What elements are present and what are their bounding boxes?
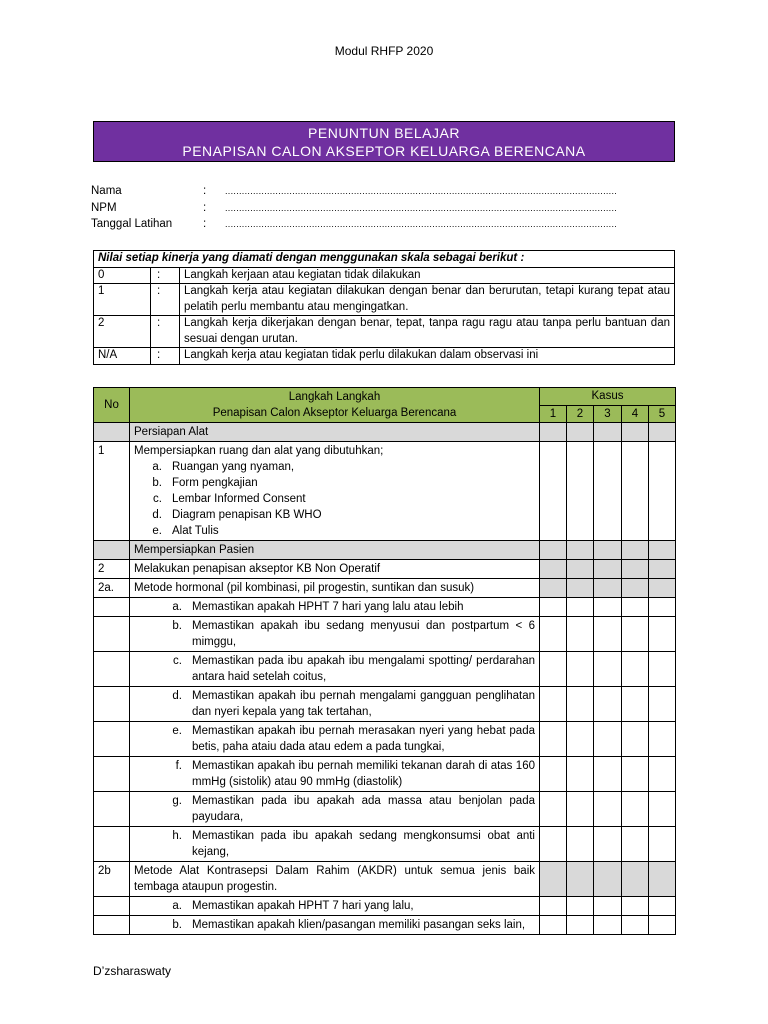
item-letter: f. <box>175 760 182 772</box>
item-letter: c. <box>153 493 162 505</box>
item-letter: e. <box>172 725 182 737</box>
date-label: Tanggal Latihan <box>91 218 173 230</box>
score-cell[interactable] <box>567 617 594 652</box>
scale-row <box>94 348 675 365</box>
score-cell[interactable] <box>567 442 594 541</box>
score-cell[interactable] <box>649 757 676 792</box>
score-cell[interactable] <box>594 722 622 757</box>
score-cell[interactable] <box>649 916 676 935</box>
scale-colon: : <box>151 316 180 348</box>
score-cell[interactable] <box>567 598 594 617</box>
scale-row <box>94 267 675 284</box>
name-field[interactable]: ............................................................................................................................................ <box>225 186 618 196</box>
score-cell[interactable] <box>594 757 622 792</box>
scale-desc: Langkah kerja atau kegiatan tidak perlu dilakukan dalam observasi ini <box>180 348 675 365</box>
kasus-4: 4 <box>622 405 649 423</box>
table-row <box>94 579 676 598</box>
score-cell[interactable] <box>649 792 676 827</box>
score-cell[interactable] <box>540 757 567 792</box>
score-cell[interactable] <box>622 722 649 757</box>
title-banner <box>93 121 675 162</box>
scale-row <box>94 316 675 348</box>
score-cell[interactable] <box>567 897 594 916</box>
score-cell[interactable] <box>540 916 567 935</box>
score-cell[interactable] <box>649 722 676 757</box>
table-row <box>94 792 676 827</box>
score-cell[interactable] <box>567 827 594 862</box>
scale-score: N/A <box>94 348 151 365</box>
item-letter: b. <box>172 919 182 931</box>
item-text: Memastikan apakah ibu pernah memiliki tekanan darah di atas 160 mmHg (sistolik) atau 90 mmHg (diastolik) <box>192 760 535 788</box>
npm-field[interactable]: ............................................................................................................................................ <box>225 202 618 213</box>
item-text: Diagram penapisan KB WHO <box>172 509 322 521</box>
colon: : <box>203 185 207 197</box>
identity-fields <box>91 183 651 233</box>
name-field-row <box>91 183 651 200</box>
score-cell[interactable] <box>594 598 622 617</box>
table-row <box>94 862 676 897</box>
scale-heading: Nilai setiap kinerja yang diamati dengan menggunakan skala sebagai berikut : <box>94 251 675 268</box>
score-cell[interactable] <box>622 442 649 541</box>
score-cell[interactable] <box>540 598 567 617</box>
section-persiapan-alat: Persiapan Alat <box>130 423 540 442</box>
table-row <box>94 916 676 935</box>
colon: : <box>203 218 207 230</box>
kasus-1: 1 <box>540 405 567 423</box>
score-cell[interactable] <box>622 617 649 652</box>
scale-colon: : <box>151 348 180 365</box>
date-field-row <box>91 216 651 233</box>
score-cell[interactable] <box>594 792 622 827</box>
item-text: Lembar Informed Consent <box>172 493 306 505</box>
date-field[interactable]: ............................................................................................................................................ <box>225 219 618 229</box>
section-row <box>94 541 676 560</box>
score-cell[interactable] <box>567 916 594 935</box>
score-cell[interactable] <box>649 827 676 862</box>
row-no: 2 <box>94 560 130 579</box>
scale-row <box>94 284 675 316</box>
banner-subtitle: PENAPISAN CALON AKSEPTOR KELUARGA BERENCANA <box>182 143 586 159</box>
item-letter: e. <box>152 525 162 537</box>
score-cell[interactable] <box>540 652 567 687</box>
row-no: 2b <box>94 862 130 897</box>
score-cell[interactable] <box>622 916 649 935</box>
item-letter: a. <box>172 601 182 613</box>
item-letter: h. <box>172 830 182 842</box>
score-cell[interactable] <box>594 652 622 687</box>
score-cell[interactable] <box>622 792 649 827</box>
score-cell[interactable] <box>594 827 622 862</box>
score-cell[interactable] <box>594 687 622 722</box>
scale-score: 1 <box>94 284 151 316</box>
item-text: Alat Tulis <box>172 525 219 537</box>
score-cell[interactable] <box>567 652 594 687</box>
scale-desc: Langkah kerja atau kegiatan dilakukan dengan benar dan berurutan, tetapi kurang tepat atau pelatih perlu membantu atau mengingatkan. <box>180 284 675 316</box>
item-text: Memastikan apakah ibu pernah merasakan nyeri yang hebat pada betis, paha ataiu dada atau edem a pada tungkai, <box>192 725 535 753</box>
score-cell[interactable] <box>649 442 676 541</box>
score-cell[interactable] <box>567 687 594 722</box>
item-letter: c. <box>173 655 182 667</box>
scale-desc: Langkah kerjaan atau kegiatan tidak dilakukan <box>180 267 675 284</box>
score-cell[interactable] <box>649 897 676 916</box>
col-steps-title: Langkah Langkah <box>288 391 381 403</box>
row-no: 1 <box>94 442 130 541</box>
item-text: Memastikan pada ibu apakah ibu mengalami spotting/ perdarahan antara haid setelah coitus, <box>192 655 535 683</box>
item-text: Memastikan apakah HPHT 7 hari yang lalu, <box>192 900 414 912</box>
table-row <box>94 687 676 722</box>
score-cell[interactable] <box>622 827 649 862</box>
scale-colon: : <box>151 284 180 316</box>
item-letter: a. <box>172 900 182 912</box>
col-kasus: Kasus <box>540 388 676 406</box>
score-cell[interactable] <box>622 757 649 792</box>
score-cell[interactable] <box>622 598 649 617</box>
item-text: Memastikan pada ibu apakah sedang mengkonsumsi obat anti kejang, <box>192 830 535 858</box>
item-letter: d. <box>152 509 162 521</box>
table-row <box>94 652 676 687</box>
row-text: Metode hormonal (pil kombinasi, pil progestin, suntikan dan susuk) <box>130 579 540 598</box>
item-text: Memastikan apakah ibu pernah mengalami gangguan penglihatan dan nyeri kepala yang tak tertahan, <box>192 690 535 718</box>
score-cell[interactable] <box>649 652 676 687</box>
colon: : <box>203 201 207 214</box>
item-text: Memastikan apakah HPHT 7 hari yang lalu atau lebih <box>192 601 464 613</box>
name-label: Nama <box>91 185 122 197</box>
table-row <box>94 827 676 862</box>
scale-score: 2 <box>94 316 151 348</box>
npm-label: NPM <box>91 201 117 214</box>
col-steps <box>130 388 540 423</box>
item-letter: d. <box>172 690 182 702</box>
npm-field-row <box>91 200 651 217</box>
footer-author: D’zsharaswaty <box>93 964 172 978</box>
row-no: 2a. <box>94 579 130 598</box>
item-text: Memastikan apakah klien/pasangan memiliki pasangan seks lain, <box>192 919 526 931</box>
row-text: Mempersiapkan ruang dan alat yang dibutuhkan; <box>134 445 384 457</box>
scale-colon: : <box>151 267 180 284</box>
score-cell[interactable] <box>649 617 676 652</box>
item-text: Ruangan yang nyaman, <box>172 461 295 473</box>
score-cell[interactable] <box>594 442 622 541</box>
score-cell[interactable] <box>540 617 567 652</box>
table-row <box>94 598 676 617</box>
item-letter: g. <box>172 795 182 807</box>
table-row <box>94 442 676 541</box>
table-row <box>94 560 676 579</box>
row-step <box>130 442 540 541</box>
scale-desc: Langkah kerja dikerjakan dengan benar, tepat, tanpa ragu ragu atau tanpa perlu bantuan dan sesuai dengan urutan. <box>180 316 675 348</box>
row-text: Metode Alat Kontrasepsi Dalam Rahim (AKDR) untuk semua jenis baik tembaga ataupun progestin. <box>130 862 540 897</box>
col-steps-subtitle: Penapisan Calon Akseptor Keluarga Berencana <box>212 407 457 419</box>
section-mempersiapkan-pasien: Mempersiapkan Pasien <box>130 541 540 560</box>
score-cell[interactable] <box>567 757 594 792</box>
score-cell[interactable] <box>540 792 567 827</box>
item-text: Form pengkajian <box>172 477 258 489</box>
table-row <box>94 757 676 792</box>
score-cell[interactable] <box>622 687 649 722</box>
item-letter: b. <box>152 477 162 489</box>
score-cell[interactable] <box>594 617 622 652</box>
banner-title: PENUNTUN BELAJAR <box>308 125 460 141</box>
score-cell[interactable] <box>567 722 594 757</box>
item-text: Memastikan pada ibu apakah ada massa atau benjolan pada payudara, <box>192 795 535 823</box>
module-header: Modul RHFP 2020 <box>334 44 434 58</box>
score-cell[interactable] <box>540 827 567 862</box>
score-cell[interactable] <box>540 897 567 916</box>
table-row <box>94 722 676 757</box>
table-header <box>94 388 676 406</box>
checklist-table <box>93 387 676 935</box>
score-cell[interactable] <box>594 897 622 916</box>
scale-score: 0 <box>94 267 151 284</box>
score-cell[interactable] <box>622 897 649 916</box>
kasus-3: 3 <box>594 405 622 423</box>
item-text: Memastikan apakah ibu sedang menyusui dan postpartum < 6 mimggu, <box>192 620 535 648</box>
score-cell[interactable] <box>649 598 676 617</box>
item-letter: a. <box>152 461 162 473</box>
table-row <box>94 617 676 652</box>
score-cell[interactable] <box>649 687 676 722</box>
score-cell[interactable] <box>540 722 567 757</box>
score-cell[interactable] <box>540 687 567 722</box>
kasus-5: 5 <box>649 405 676 423</box>
score-cell[interactable] <box>622 652 649 687</box>
col-no: No <box>94 388 130 423</box>
kasus-2: 2 <box>567 405 594 423</box>
item-letter: b. <box>172 620 182 632</box>
scoring-scale-table <box>93 250 675 365</box>
table-row <box>94 897 676 916</box>
score-cell[interactable] <box>567 792 594 827</box>
section-row <box>94 423 676 442</box>
score-cell[interactable] <box>540 442 567 541</box>
score-cell[interactable] <box>594 916 622 935</box>
row-text: Melakukan penapisan akseptor KB Non Operatif <box>130 560 540 579</box>
